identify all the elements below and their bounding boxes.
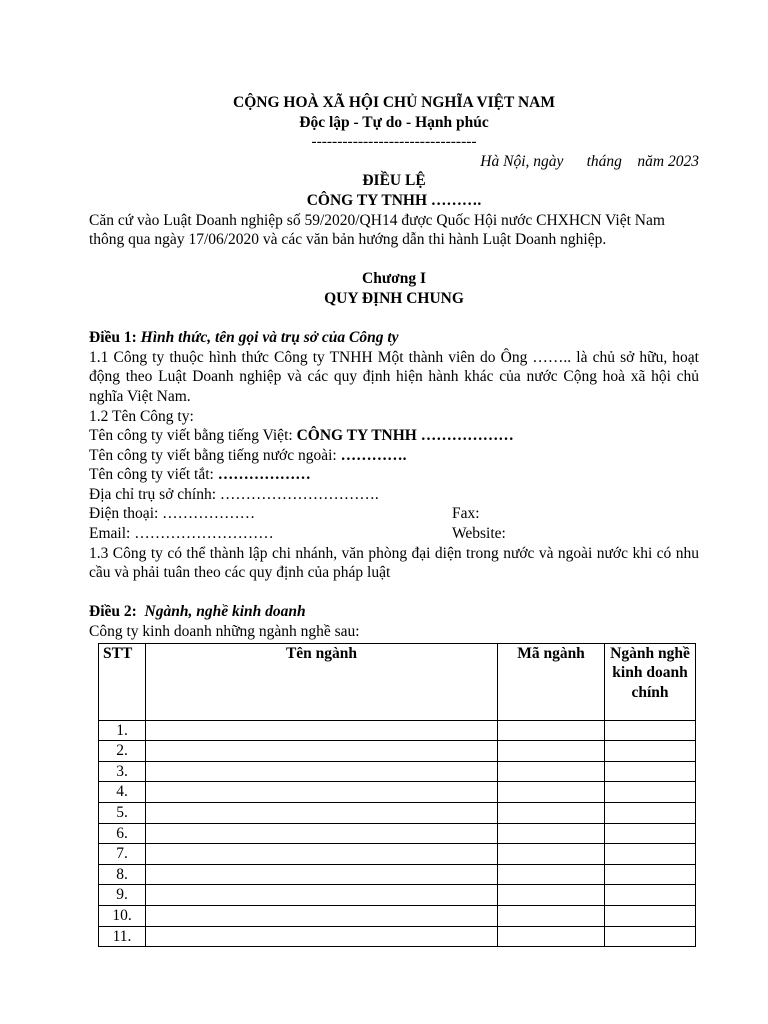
article-2-title: Ngành, nghề kinh doanh [144,603,306,621]
article-1-clause-3: 1.3 Công ty có thể thành lập chi nhánh, văn phòng đại diện trong nước và ngoài nước khi có nhu cầu và phải tuân theo các quy định của pháp luật [89,544,699,582]
row-ten-nganh [146,803,498,824]
table-body [99,720,696,947]
row-ma-nganh [498,720,605,741]
row-ten-nganh [146,844,498,865]
row-nganh-chinh [605,823,696,844]
row-nganh-chinh [605,864,696,885]
row-ten-nganh [146,926,498,947]
row-ma-nganh [498,761,605,782]
motto: Độc lập - Tự do - Hạnh phúc [299,113,489,131]
header-ten-nganh: Tên ngành [146,643,498,720]
row-ma-nganh [498,864,605,885]
document-title: ĐIỀU LỆ [362,172,426,190]
row-nganh-chinh [605,741,696,762]
row-ten-nganh [146,905,498,926]
company-name-short: Tên công ty viết tắt: ……………… [89,466,311,484]
row-stt: 2. [99,741,146,762]
company-name-vn: Tên công ty viết bằng tiếng Việt: CÔNG TY TNHH ……………… [89,427,514,445]
row-nganh-chinh [605,720,696,741]
row-ten-nganh [146,864,498,885]
row-ma-nganh [498,844,605,865]
row-ma-nganh [498,926,605,947]
row-ten-nganh [146,741,498,762]
row-ma-nganh [498,803,605,824]
row-ma-nganh [498,782,605,803]
article-2-intro: Công ty kinh doanh những ngành nghề sau: [89,623,360,641]
preamble: Căn cứ vào Luật Doanh nghiệp số 59/2020/QH14 được Quốc Hội nước CHXHCN Việt Nam thông qua ngày 17/06/2020 và các văn bản hướng dẫn thi hành Luật Doanh nghiệp. [89,211,665,249]
row-stt: 9. [99,885,146,906]
table-row [99,926,696,947]
row-ma-nganh [498,741,605,762]
article-1-label: Điều 1: [89,329,137,347]
separator-line: -------------------------------- [311,133,477,151]
row-nganh-chinh [605,761,696,782]
row-ma-nganh [498,823,605,844]
header-nganh-chinh: Ngành nghề kinh doanh chính [605,643,696,720]
table-header-row [99,643,696,720]
table-row [99,761,696,782]
article-1-title: Hình thức, tên gọi và trụ sở của Công ty [140,329,399,347]
row-nganh-chinh [605,803,696,824]
email-field: Email: ……………………… [89,525,274,543]
email-website-row [89,524,699,544]
row-stt: 4. [99,782,146,803]
table-row [99,782,696,803]
row-stt: 5. [99,803,146,824]
row-ma-nganh [498,905,605,926]
table-row [99,803,696,824]
document-body [89,93,699,947]
table-row [99,905,696,926]
table-row [99,864,696,885]
row-stt: 11. [99,926,146,947]
fax-field: Fax: [452,505,480,523]
table-row [99,844,696,865]
row-stt: 8. [99,864,146,885]
row-ten-nganh [146,761,498,782]
header-stt: STT [99,643,146,720]
row-stt: 1. [99,720,146,741]
phone-fax-row [89,504,699,524]
row-ma-nganh [498,885,605,906]
row-ten-nganh [146,782,498,803]
row-nganh-chinh [605,905,696,926]
table-row [99,823,696,844]
article-2-heading [89,602,699,622]
chapter-number: Chương I [362,270,426,288]
article-1-clause-2: 1.2 Tên Công ty: [89,407,194,425]
phone-field: Điện thoại: ……………… [89,505,256,523]
row-ten-nganh [146,885,498,906]
row-nganh-chinh [605,926,696,947]
row-ten-nganh [146,823,498,844]
row-nganh-chinh [605,844,696,865]
row-stt: 10. [99,905,146,926]
row-ten-nganh [146,720,498,741]
nation-heading: CỘNG HOÀ XÃ HỘI CHỦ NGHĨA VIỆT NAM [233,94,555,111]
company-name-foreign: Tên công ty viết bằng tiếng nước ngoài: …………. [89,446,407,464]
article-2-label: Điều 2: [89,603,137,621]
table-row [99,885,696,906]
chapter-name: QUY ĐỊNH CHUNG [324,289,464,307]
article-1-clause-1: 1.1 Công ty thuộc hình thức Công ty TNHH Một thành viên do Ông …….. là chủ sở hữu, hoạt động theo Luật Doanh nghiệp và các quy định hiện hành khác của nước Cộng hoà xã hội chủ nghĩa Việt Nam. [89,348,699,405]
header-ma-nganh: Mã ngành [498,643,605,720]
company-title: CÔNG TY TNHH ………. [306,191,482,209]
business-lines-table [98,643,696,948]
head-office-address: Địa chỉ trụ sở chính: …………………………. [89,485,379,503]
table-row [99,741,696,762]
row-nganh-chinh [605,885,696,906]
table-row [99,720,696,741]
article-1-heading [89,328,699,348]
website-field: Website: [452,525,506,543]
row-nganh-chinh [605,782,696,803]
row-stt: 7. [99,844,146,865]
row-stt: 6. [99,823,146,844]
date-line: Hà Nội, ngày tháng năm 2023 [480,152,699,170]
row-stt: 3. [99,761,146,782]
